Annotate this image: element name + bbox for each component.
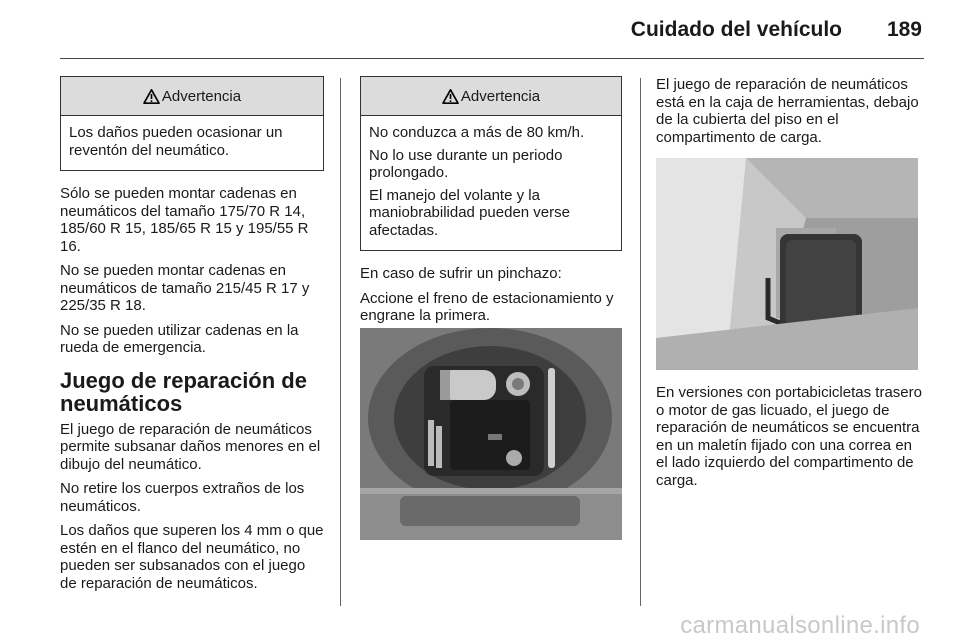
column-divider bbox=[640, 78, 641, 606]
repair-kit-photo bbox=[360, 328, 622, 540]
warning-title: Advertencia bbox=[460, 87, 541, 105]
paragraph: El juego de reparación de neumáticos está en la caja de herramientas, debajo de la cubierta del piso en el compartimento de carga. bbox=[656, 76, 919, 146]
warning-triangle-icon bbox=[442, 89, 459, 104]
paragraph: Accione el freno de estacionamiento y engrane la primera. bbox=[360, 289, 614, 324]
column-1 bbox=[60, 76, 324, 599]
section-heading: Juego de reparación de neumáticos bbox=[60, 367, 307, 416]
watermark-text: carmanualsonline.info bbox=[680, 612, 920, 639]
paragraph: Sólo se pueden montar cadenas en neumáticos del tamaño 175/70 R 14, 185/60 R 15, 185/65 R 15 y 195/55 R 16. bbox=[60, 185, 309, 255]
warning-triangle-icon bbox=[143, 89, 160, 104]
warning-title: Advertencia bbox=[161, 87, 242, 105]
page-header-title: Cuidado del vehículo bbox=[630, 18, 842, 41]
paragraph: No retire los cuerpos extraños de los neumáticos. bbox=[60, 480, 305, 515]
warning-text: El manejo del volante y la maniobrabilidad pueden verse afectadas. bbox=[369, 186, 570, 239]
warning-box bbox=[360, 76, 622, 251]
column-divider bbox=[340, 78, 341, 606]
warning-text: No lo use durante un periodo prolongado. bbox=[369, 146, 563, 181]
paragraph: No se pueden utilizar cadenas en la rueda de emergencia. bbox=[60, 321, 299, 356]
warning-header bbox=[361, 77, 621, 116]
warning-box bbox=[60, 76, 324, 171]
watermark bbox=[0, 612, 960, 640]
header-divider bbox=[60, 58, 924, 59]
lower-text-block bbox=[656, 384, 922, 496]
column-2 bbox=[360, 76, 622, 332]
warning-body bbox=[61, 116, 323, 170]
trunk-case-photo bbox=[656, 158, 918, 370]
paragraph: En versiones con portabicicletas trasero o motor de gas licuado, el juego de reparación de neumáticos se encuentra en un maletín fijado con una correa en el lado izquierdo del compartimento de carga. bbox=[656, 384, 922, 489]
warning-header bbox=[61, 77, 323, 116]
paragraph: Los daños que superen los 4 mm o que estén en el flanco del neumático, no pueden ser subsanados con el juego de reparación de neumáticos. bbox=[60, 522, 324, 592]
paragraph: En caso de sufrir un pinchazo: bbox=[360, 265, 562, 282]
paragraph: El juego de reparación de neumáticos permite subsanar daños menores en el dibujo del neumático. bbox=[60, 420, 321, 473]
warning-text: No conduzca a más de 80 km/h. bbox=[369, 124, 585, 141]
column-3 bbox=[656, 76, 922, 489]
paragraph: No se pueden montar cadenas en neumáticos de tamaño 215/45 R 17 y 225/35 R 18. bbox=[60, 262, 310, 314]
page-number: 189 bbox=[886, 18, 922, 41]
warning-body bbox=[361, 116, 621, 250]
warning-text: Los daños pueden ocasionar un reventón del neumático. bbox=[69, 124, 283, 159]
